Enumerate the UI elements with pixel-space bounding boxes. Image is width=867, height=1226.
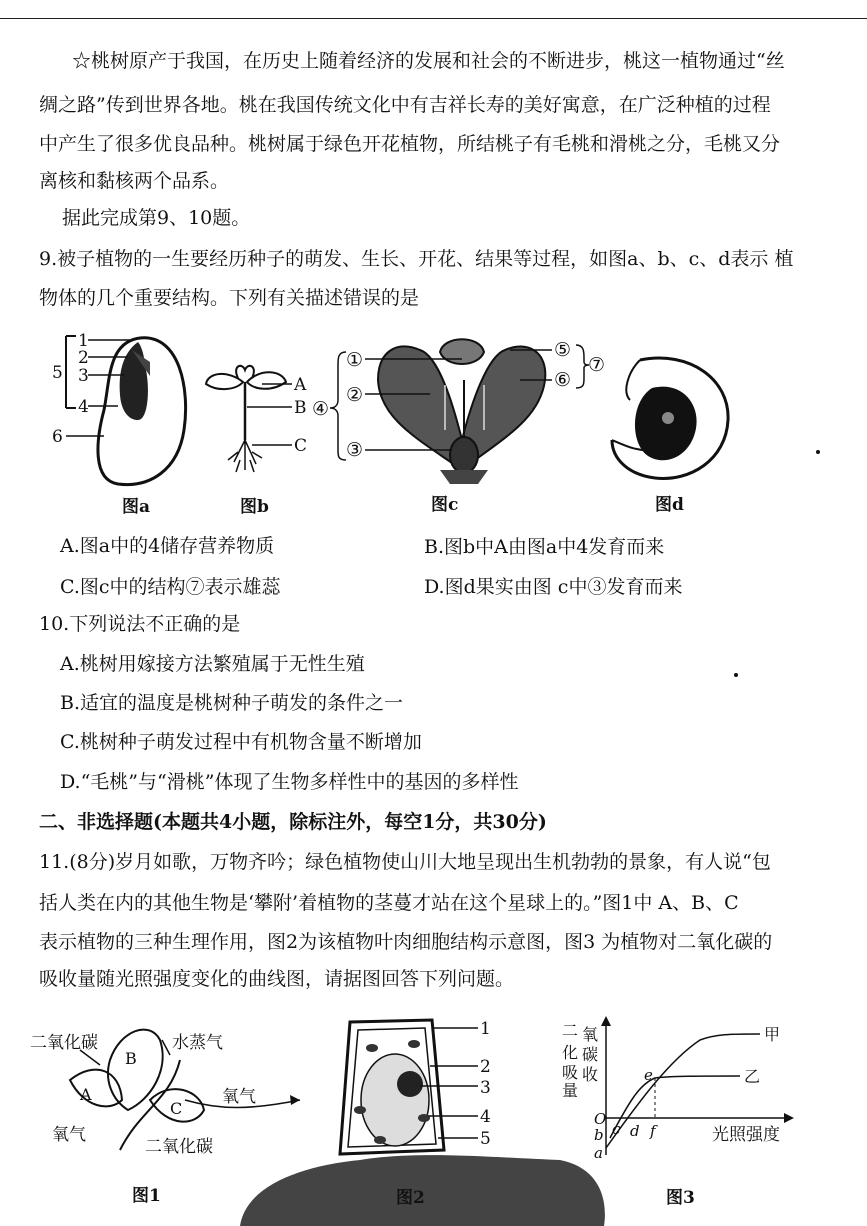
fig2-label-5: 5: [480, 1129, 491, 1149]
fig1-o2-bottom: 氧气: [52, 1125, 86, 1145]
fig3-point-a: a: [594, 1144, 603, 1162]
fig-c-label-4: ④: [312, 398, 330, 420]
q9-stem-2: 物体的几个重要结构。下列有关描述错误的是: [39, 287, 420, 309]
fig-a-caption: 图a: [122, 497, 151, 517]
fig1-co2-top: 二氧化碳: [30, 1033, 98, 1053]
q11-line-1: 11.(8分)岁月如歌，万物齐吟；绿色植物使山川大地呈现出生机勃勃的景象，有人说“包: [39, 851, 771, 873]
fig3-label-yi: 乙: [744, 1067, 761, 1086]
fig2-label-3: 3: [480, 1078, 491, 1098]
fig3-point-f: f: [650, 1122, 656, 1140]
fig1-o2-right: 氧气: [222, 1087, 256, 1107]
fig-c-label-6: ⑥: [554, 369, 572, 391]
intro-line-3: 中产生了很多优良品种。桃树属于绿色开花植物，所结桃子有毛桃和滑桃之分，毛桃又分: [39, 133, 781, 155]
intro-line-2: 绸之路”传到世界各地。桃在我国传统文化中有吉祥长寿的美好寓意，在广泛种植的过程: [39, 94, 771, 116]
q11-line-3: 表示植物的三种生理作用，图2为该植物叶肉细胞结构示意图，图3 为植物对二氧化碳的: [39, 931, 773, 953]
fig1-label-C: C: [170, 1099, 183, 1118]
intro-line-4: 离核和黏核两个品系。: [39, 170, 230, 192]
fig1-water-vapor: 水蒸气: [172, 1033, 223, 1053]
fig3-point-e: e: [644, 1066, 653, 1084]
q9-option-d: D.图d果实由图 c中③发育而来: [424, 576, 683, 598]
fig-d-caption: 图d: [655, 495, 684, 515]
figure-2-cell: [240, 1019, 605, 1226]
fig1-label-B: B: [125, 1049, 137, 1068]
q10-option-d: D.“毛桃”与“滑桃”体现了生物多样性中的基因的多样性: [60, 771, 519, 793]
fig3-ylabel-5: 氧: [582, 1025, 599, 1044]
fig-a-label-5: 5: [52, 363, 63, 383]
fig-a-label-3: 3: [78, 366, 89, 386]
q11-line-2: 括人类在内的其他生物是‘攀附’着植物的茎蔓才站在这个星球上的。”图1中 A、B、C: [39, 892, 739, 914]
fig-b-caption: 图b: [240, 497, 269, 517]
fig-b-label-B: B: [294, 398, 307, 418]
fig3-ylabel-6: 碳: [582, 1045, 599, 1064]
fig-b-label-A: A: [294, 375, 307, 395]
q10-stem: 10.下列说法不正确的是: [39, 613, 241, 635]
fig-a-label-2: 2: [78, 348, 89, 368]
figure-1-leaves: [30, 1030, 300, 1206]
fig-a-label-6: 6: [52, 427, 63, 447]
fig3-ylabel-3: 吸: [562, 1063, 579, 1082]
section-2-heading: 二、非选择题(本题共4小题，除标注外，每空1分，共30分): [39, 811, 547, 833]
q10-option-c: C.桃树种子萌发过程中有机物含量不断增加: [60, 731, 422, 753]
fig3-point-O: O: [594, 1110, 607, 1128]
fig3-ylabel-1: 二: [562, 1021, 579, 1040]
fig3-xlabel: 光照强度: [712, 1125, 780, 1145]
fig3-ylabel-2: 化: [562, 1043, 579, 1062]
fig2-label-1: 1: [480, 1019, 491, 1039]
speck: [734, 673, 738, 677]
fig-c-label-2: ②: [346, 384, 364, 406]
fig-c-label-3: ③: [346, 439, 364, 461]
fig-c-label-5: ⑤: [554, 339, 572, 361]
q9-option-b: B.图b中A由图a中4发育而来: [424, 536, 665, 558]
q9-option-c: C.图c中的结构⑦表示雄蕊: [60, 576, 281, 598]
fig-b-label-C: C: [294, 436, 308, 456]
q11-line-4: 吸收量随光照强度变化的曲线图，请据图回答下列问题。: [39, 968, 515, 990]
fig2-label-4: 4: [480, 1107, 491, 1127]
fig2-caption: 图2: [396, 1188, 425, 1208]
fig3-point-c: c: [612, 1120, 621, 1138]
fig3-ylabel-7: 收: [582, 1065, 599, 1084]
fig3-caption: 图3: [666, 1188, 695, 1208]
fig2-label-2: 2: [480, 1057, 491, 1077]
intro-line-5: 据此完成第9、10题。: [62, 207, 251, 229]
figure-3-curve: [562, 1016, 794, 1208]
q10-option-a: A.桃树用嫁接方法繁殖属于无性生殖: [60, 653, 365, 675]
fig3-point-d: d: [630, 1122, 640, 1140]
q9-option-a: A.图a中的4储存营养物质: [60, 535, 275, 557]
fig-c-label-1: ①: [346, 349, 364, 371]
fig1-label-A: A: [80, 1085, 92, 1104]
fig-c-label-7: ⑦: [588, 354, 606, 376]
q9-stem-1: 9.被子植物的一生要经历种子的萌发、生长、开花、结果等过程，如图a、b、c、d表示 植: [39, 248, 794, 270]
intro-line-1: ☆桃树原产于我国，在历史上随着经济的发展和社会的不断进步，桃这一植物通过“丝: [72, 50, 785, 72]
fig-a-label-4: 4: [78, 397, 89, 417]
fig-c-caption: 图c: [431, 495, 459, 515]
fig3-label-jia: 甲: [764, 1025, 781, 1044]
q10-option-b: B.适宜的温度是桃树种子萌发的条件之一: [60, 692, 404, 714]
fig-a-label-1: 1: [78, 331, 89, 351]
fig3-ylabel-4: 量: [562, 1081, 579, 1100]
fig3-point-b: b: [594, 1126, 604, 1144]
fig1-caption: 图1: [132, 1186, 161, 1206]
fig1-co2-bottom: 二氧化碳: [145, 1137, 213, 1157]
